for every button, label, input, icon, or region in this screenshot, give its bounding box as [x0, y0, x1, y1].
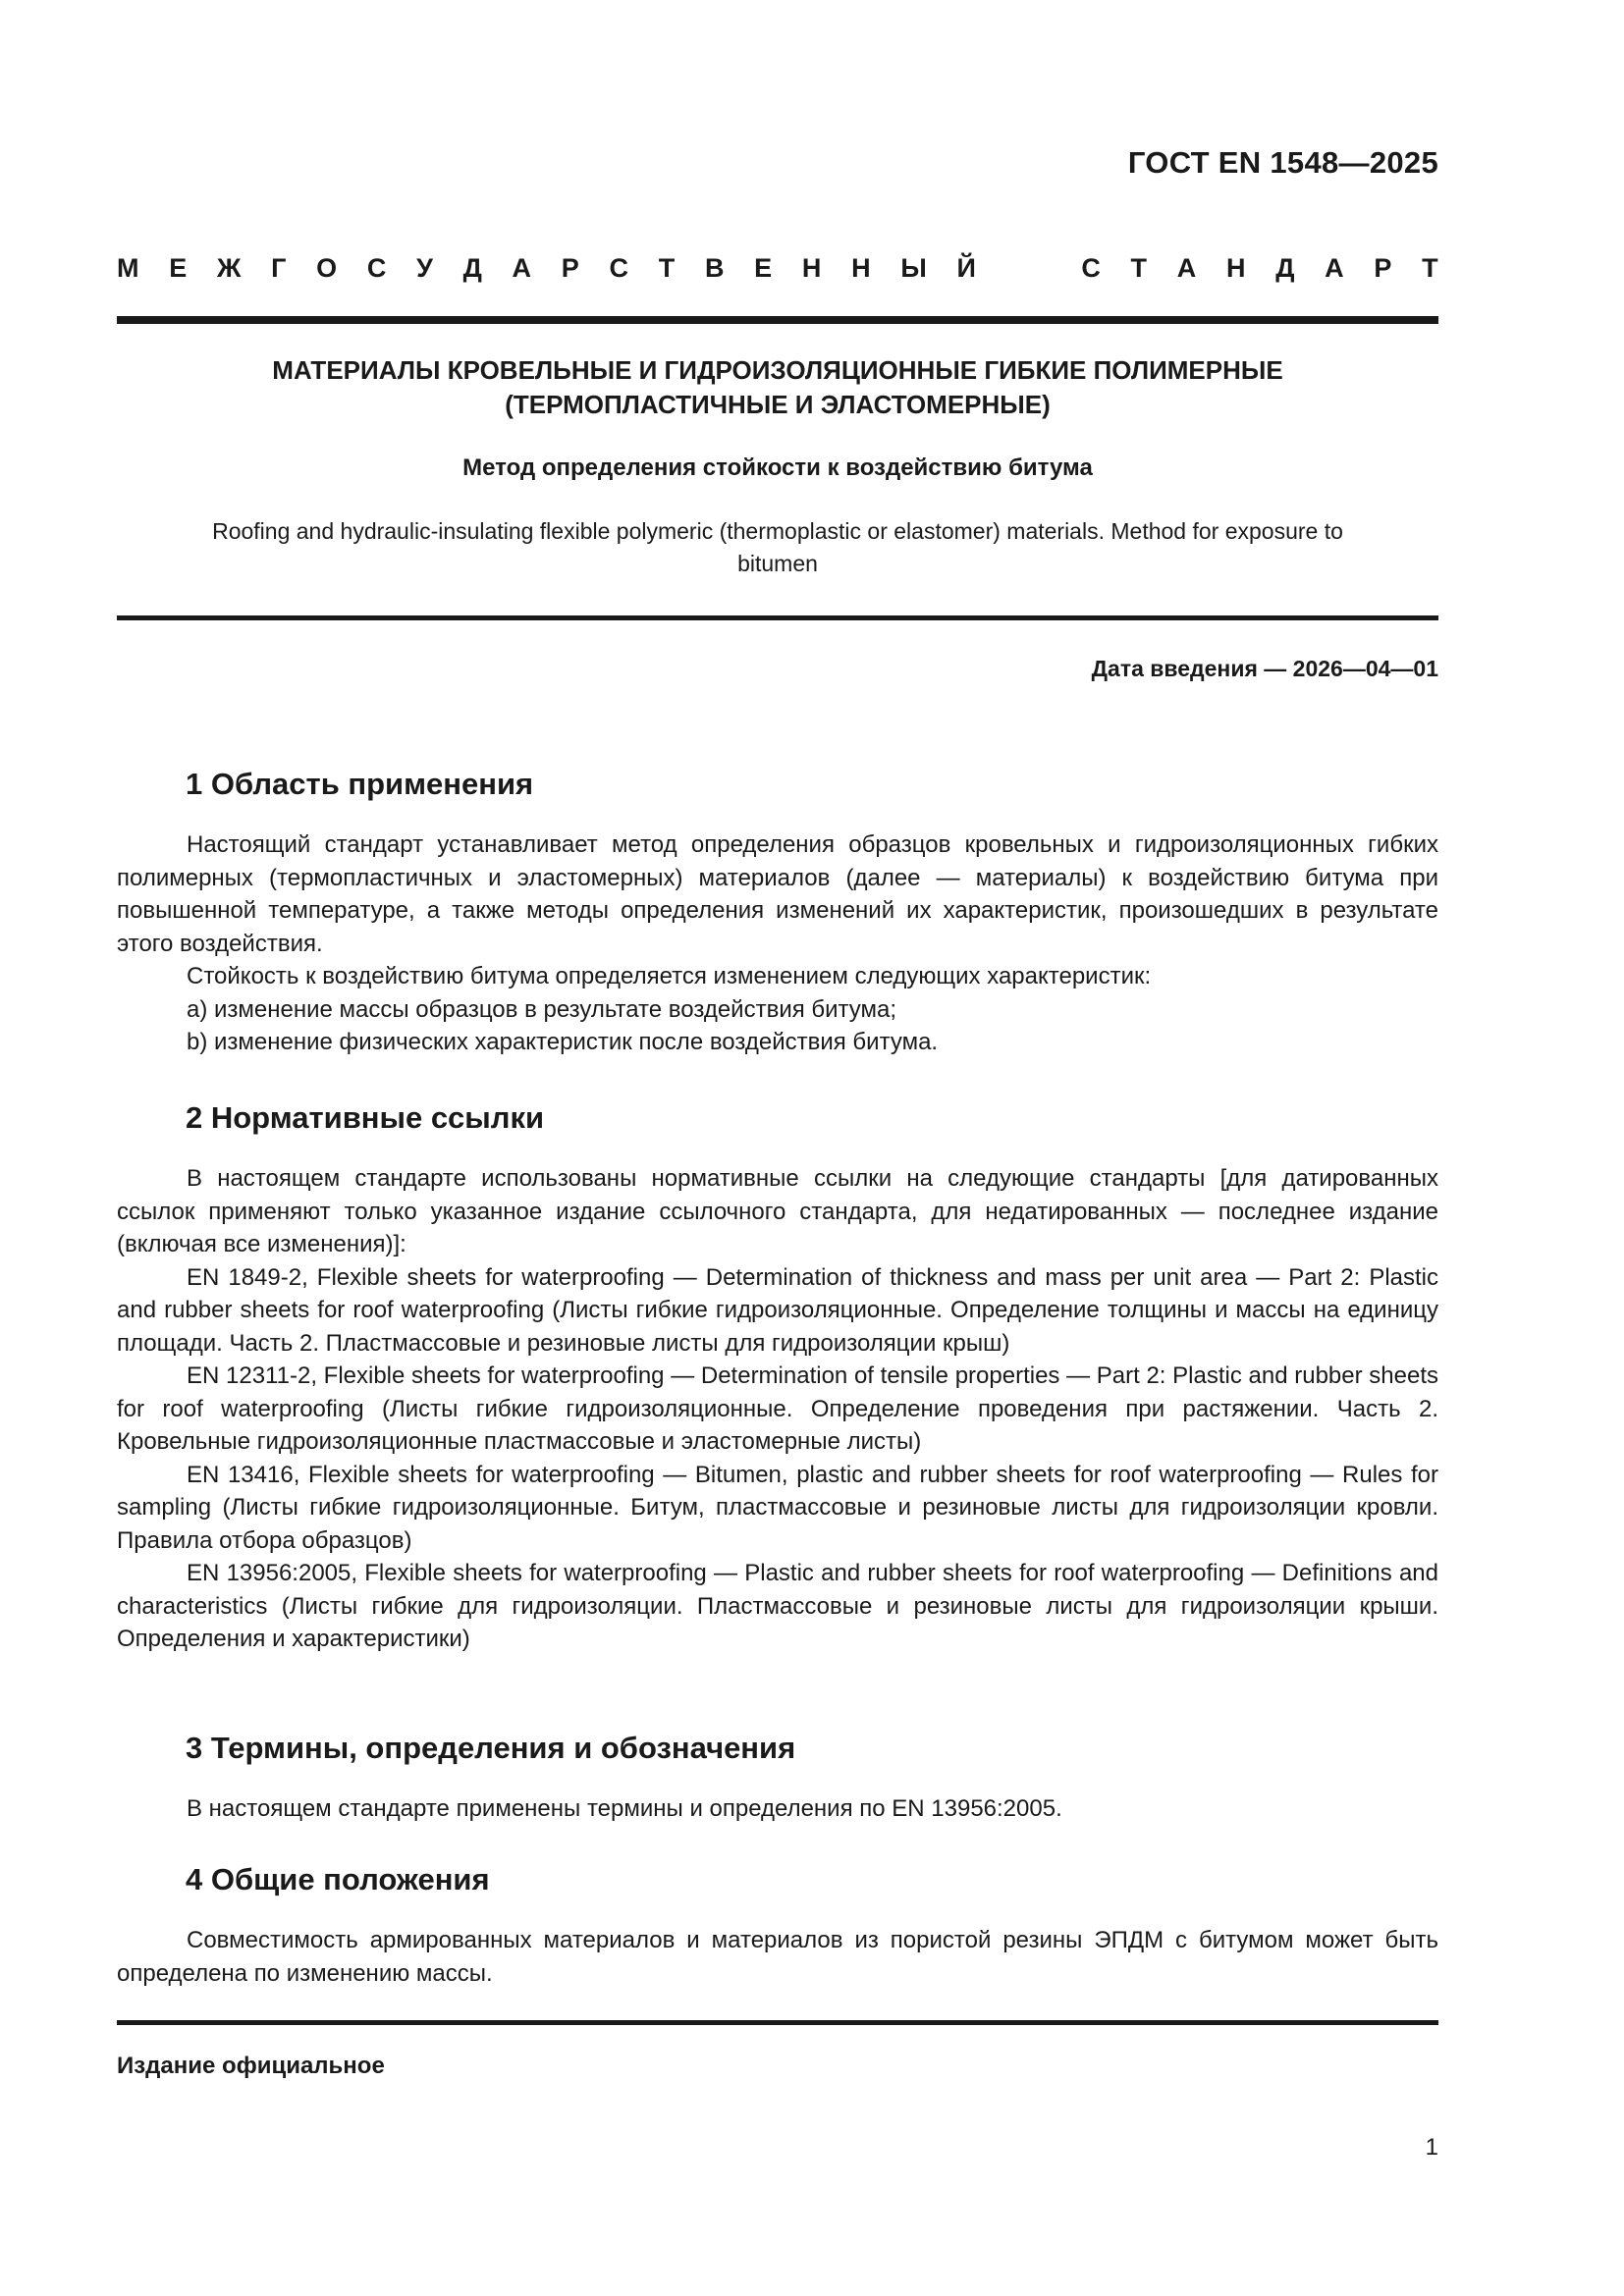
banner-letter: С [1081, 253, 1101, 283]
title-line-2: (ТЕРМОПЛАСТИЧНЫЕ И ЭЛАСТОМЕРНЫЕ) [505, 390, 1051, 419]
banner-letter: Р [561, 253, 579, 283]
banner-letter: Н [1225, 253, 1246, 283]
section-4-heading: 4 Общие положения [186, 1862, 490, 1896]
banner-letter: Р [1374, 253, 1392, 283]
banner-letter: У [416, 253, 433, 283]
reference-item: EN 12311-2, Flexible sheets for waterproofing — Determination of tensile properties — Part 2: Plastic and rubber sheets for roof waterproofing (Листы гибкие гидроизоляционные. Определение проведения при растяжении. Часть 2. Кровельные гидроизоляционные пластмассовые и эластомерные листы) [117, 1362, 1438, 1455]
section-1-heading: 1 Область применения [186, 767, 534, 801]
banner-letter: Н [851, 253, 871, 283]
banner-letter: В [704, 253, 725, 283]
banner-letter: О [316, 253, 338, 283]
banner-letter: Н [801, 253, 822, 283]
section-2-heading: 2 Нормативные ссылки [186, 1100, 545, 1135]
document-title [117, 353, 1438, 422]
section-3-heading: 3 Термины, определения и обозначения [186, 1731, 796, 1765]
banner-letter: Й [956, 253, 976, 283]
banner-letter: Ж [216, 253, 242, 283]
section-1-paragraph: Настоящий стандарт устанавливает метод определения образцов кровельных и гидроизоляционных гибких полимерных (термопластичных и эластомерных) материалов (далее — материалы) к воздействию битума при повышенной температуре, а также методы определения изменений их характеристик, произошедших в результате этого воздействия. [117, 831, 1438, 957]
banner-letter: Т [1130, 253, 1148, 283]
banner-letter: А [1176, 253, 1197, 283]
english-title: Roofing and hydraulic-insulating flexible polymeric (thermoplastic or elastomer) materials. Method for exposure to bitumen [212, 518, 1343, 576]
banner-letter: С [609, 253, 628, 283]
banner-letter: Е [169, 253, 188, 283]
banner-letter: Т [1422, 253, 1438, 283]
standard-type-banner [117, 253, 1438, 284]
banner-letter: Д [462, 253, 482, 283]
banner-letter: С [366, 253, 387, 283]
banner-letter: А [512, 253, 532, 283]
section-1-paragraph: Стойкость к воздействию битума определяется изменением следующих характеристик: [187, 963, 1152, 989]
reference-item: EN 13956:2005, Flexible sheets for waterproofing — Plastic and rubber sheets for roof waterproofing — Definitions and characteristics (Листы гибкие для гидроизоляции. Пластмассовые и резиновые листы для гидроизоляции крыши. Определения и характеристики) [117, 1560, 1438, 1652]
section-2-body [117, 1162, 1438, 1656]
top-rule [117, 316, 1438, 324]
section-4-body [117, 1924, 1438, 1990]
banner-letter: Д [1275, 253, 1295, 283]
banner-letter: М [117, 253, 139, 283]
section-1-body [117, 828, 1438, 1059]
document-subtitle: Метод определения стойкости к воздействию битума [462, 454, 1093, 481]
introduction-date: Дата введения — 2026—04—01 [1091, 656, 1438, 681]
banner-letter: А [1325, 253, 1344, 283]
section-3-body [117, 1792, 1438, 1826]
section-3-paragraph: В настоящем стандарте применены термины и определения по EN 13956:2005. [187, 1795, 1062, 1822]
banner-letter: Т [658, 253, 676, 283]
list-item: b) изменение физических характеристик после воздействия битума. [187, 1029, 939, 1055]
title-line-1: МАТЕРИАЛЫ КРОВЕЛЬНЫЕ И ГИДРОИЗОЛЯЦИОННЫЕ ГИБКИЕ ПОЛИМЕРНЫЕ [272, 355, 1283, 385]
title-bottom-rule [117, 615, 1438, 620]
official-edition-label: Издание официальное [117, 2053, 385, 2079]
section-4-paragraph: Совместимость армированных материалов и материалов из пористой резины ЭПДМ с битумом может быть определена по изменению массы. [117, 1927, 1438, 1987]
banner-letter: Е [754, 253, 773, 283]
banner-letter: Г [271, 253, 287, 283]
banner-letter: Ы [900, 253, 927, 283]
page-number: 1 [1425, 2134, 1438, 2161]
reference-item: EN 13416, Flexible sheets for waterproofing — Bitumen, plastic and rubber sheets for roof waterproofing — Rules for sampling (Листы гибкие гидроизоляционные. Битум, пластмассовые и резиновые листы для гидроизоляции кровли. Правила отбора образцов) [117, 1461, 1438, 1554]
footer-rule [117, 2020, 1438, 2025]
reference-item: EN 1849-2, Flexible sheets for waterproofing — Determination of thickness and mass per unit area — Part 2: Plastic and rubber sheets for roof waterproofing (Листы гибкие гидроизоляционные. Определение толщины и массы на единицу площади. Часть 2. Пластмассовые и резиновые листы для гидроизоляции крыш) [117, 1263, 1438, 1357]
banner-word-gap [1006, 253, 1052, 284]
list-item: a) изменение массы образцов в результате воздействия битума; [187, 995, 897, 1023]
section-2-paragraph: В настоящем стандарте использованы нормативные ссылки на следующие стандарты [для датированных ссылок применяют только указанное издание ссылочного стандарта, для недатированных — последнее издание (включая все изменения)]: [117, 1165, 1438, 1257]
gost-number: ГОСТ EN 1548—2025 [1127, 145, 1438, 180]
